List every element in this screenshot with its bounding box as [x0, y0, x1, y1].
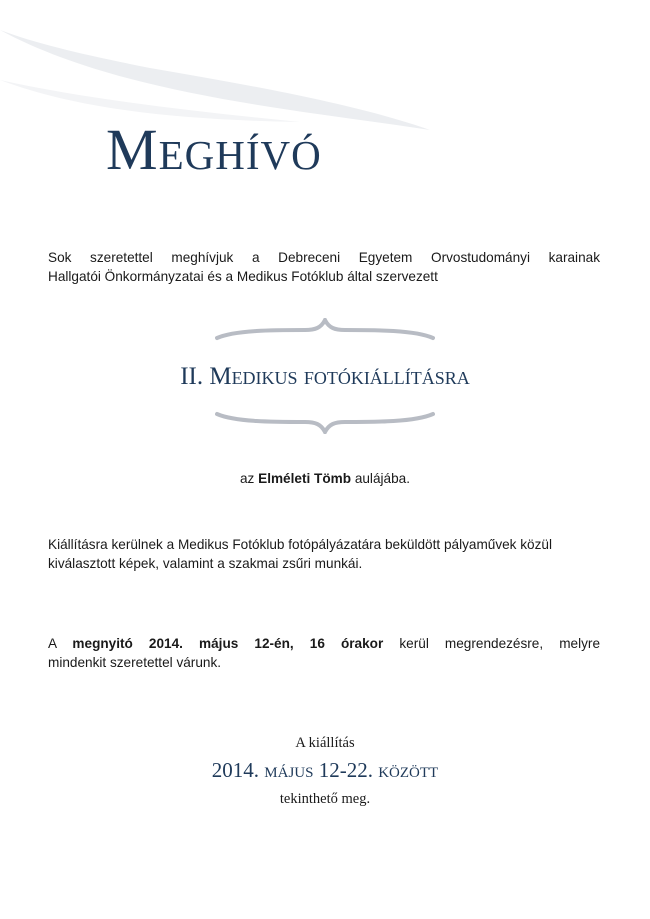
intro-paragraph	[48, 248, 600, 286]
venue-suffix: aulájába.	[354, 471, 410, 486]
closing-line-3: tekinthető meg.	[279, 791, 371, 807]
opening-line-2: mindenkit szeretettel várunk.	[48, 655, 222, 670]
closing-line-1: A kiállítás	[295, 735, 355, 751]
intro-line-2: Hallgatói Önkormányzatai és a Medikus Fotóklub által szervezett	[48, 269, 438, 284]
opening-details: megnyitó 2014. május 12-én, 16 órakor	[72, 636, 384, 651]
exhibition-title: II. Medikus fotókiállításra	[180, 363, 470, 390]
venue-name: Elméleti Tömb	[258, 471, 352, 486]
exhibition-dates: 2014. május 12-22. között	[211, 758, 439, 782]
opening-paragraph	[48, 634, 600, 672]
intro-line-1: Sok szeretettel meghívjuk a Debreceni Egyetem Orvostudományi karainak	[48, 250, 600, 265]
opening-line-1	[48, 634, 600, 653]
opening-prefix: A	[48, 636, 57, 651]
page-title: Meghívó	[106, 117, 322, 182]
opening-rest: kerül megrendezésre, melyre	[399, 636, 601, 651]
venue-line	[0, 469, 650, 488]
venue-prefix: az	[239, 471, 255, 486]
closing-block	[0, 733, 650, 809]
description-paragraph: Kiállításra kerülnek a Medikus Fotóklub fotópályázatára beküldött pályaművek közül kiválasztott képek, valamint a szakmai zsűri munkái.	[48, 537, 552, 571]
